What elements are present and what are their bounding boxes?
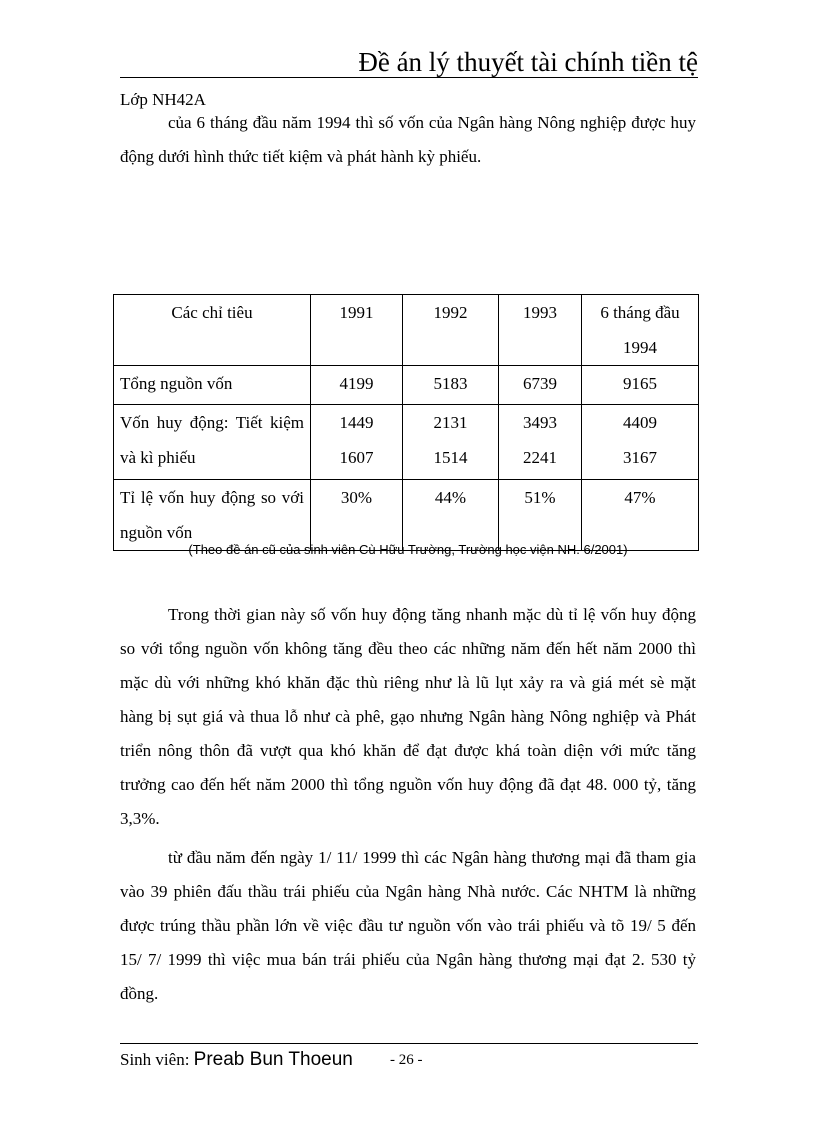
cell-savings-1992: 2131 <box>433 413 468 432</box>
header-cell-1991: 1991 <box>311 295 403 366</box>
cell-ratio-1994: 47% <box>582 480 699 551</box>
table-row-mobilized <box>114 405 699 480</box>
class-label: Lớp NH42A <box>120 90 206 109</box>
cell-savings-1993: 3493 <box>523 413 557 432</box>
cell-ratio-1992: 44% <box>403 480 499 551</box>
cell-ratio-1991: 30% <box>311 480 403 551</box>
header-cell-1994: 6 tháng đầu 1994 <box>582 295 699 366</box>
header-cell-1992: 1992 <box>403 295 499 366</box>
cell-savings-1991: 1449 <box>339 413 374 432</box>
document-title: Đề án lý thuyết tài chính tiền tệ <box>358 47 698 77</box>
header-cell-indicator: Các chỉ tiêu <box>114 295 311 366</box>
cell-mobilized-1993 <box>499 405 582 480</box>
body-paragraph-2: từ đầu năm đến ngày 1/ 11/ 1999 thì các Ngân hàng thương mại đã tham gia vào 39 phiên đấu thầu trái phiếu của Ngân hàng Nhà nước. Các NHTM là những được trúng thầu phần lớn về việc đầu tư nguồn vốn vào trái phiếu và tõ 19/ 5 đến 15/ 7/ 1999 thì việc mua bán trái phiếu của Ngân hàng thương mại đạt 2. 530 tỷ đồng. <box>120 848 696 1003</box>
cell-ratio-1993: 51% <box>499 480 582 551</box>
row-label-ratio: Tỉ lệ vốn huy động so với nguồn vốn <box>114 480 311 551</box>
cell-bills-1991: 1607 <box>339 448 374 467</box>
cell-savings-1994: 4409 <box>623 413 657 432</box>
row-label-mobilized: Vốn huy động: Tiết kiệm và kì phiếu <box>114 405 311 480</box>
cell-total-1991: 4199 <box>311 366 403 405</box>
cell-mobilized-1994 <box>582 405 699 480</box>
cell-total-1993: 6739 <box>499 366 582 405</box>
table-row-ratio <box>114 480 699 551</box>
page-number: - 26 - <box>390 1052 423 1068</box>
cell-mobilized-1991 <box>311 405 403 480</box>
footer <box>120 1047 423 1073</box>
student-name: Preab Bun Thoeun <box>193 1049 353 1070</box>
cell-bills-1992: 1514 <box>433 448 468 467</box>
body-paragraph-1: Trong thời gian này số vốn huy động tăng nhanh mặc dù tỉ lệ vốn huy động so với tổng nguồn vốn không tăng đều theo các những năm đến hết năm 2000 thì mặc dù với những khó khăn đặc thù riêng như là lũ lụt xảy ra và giá mét sè mặt hàng bị sụt giá và thua lỗ như cà phê, gạo nhưng Ngân hàng Nông nghiệp và Phát triển nông thôn đã vượt qua khó khăn để đạt được khá toàn diện với mức tăng trưởng cao đến hết năm 2000 thì tổng nguồn vốn huy động đã đạt 48. 000 tỷ, tăng 3,3%. <box>120 605 696 828</box>
student-label: Sinh viên: <box>120 1050 190 1069</box>
cell-total-1992: 5183 <box>403 366 499 405</box>
intro-paragraph: của 6 tháng đầu năm 1994 thì số vốn của Ngân hàng Nông nghiệp được huy động dưới hình thức tiết kiệm và phát hành kỳ phiếu. <box>120 113 696 166</box>
capital-table <box>113 294 699 551</box>
footer-divider <box>120 1043 698 1044</box>
cell-mobilized-1992 <box>403 405 499 480</box>
cell-bills-1993: 2241 <box>523 448 557 467</box>
table-row-total <box>114 366 699 405</box>
table-source-note: (Theo đề án cũ của sinh viên Cù Hữu Trường, Trường học viện NH. 6/2001) <box>188 542 628 557</box>
cell-total-1994: 9165 <box>582 366 699 405</box>
cell-bills-1994: 3167 <box>623 448 657 467</box>
table-header-row <box>114 295 699 366</box>
header-cell-1993: 1993 <box>499 295 582 366</box>
header-divider <box>120 77 698 78</box>
row-label-total: Tổng nguồn vốn <box>114 366 311 405</box>
